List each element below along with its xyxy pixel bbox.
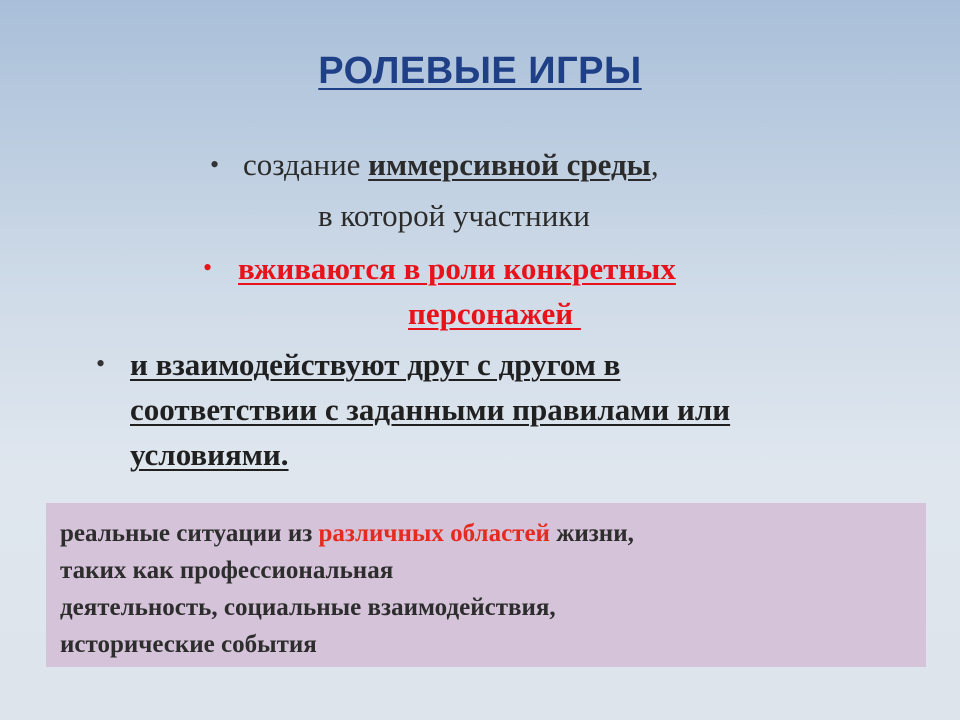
bullet-3-line-3: условиями. (130, 437, 289, 472)
info-box (46, 503, 926, 667)
info-box-line-4: исторические события (60, 631, 317, 658)
bullet-3-line-1: и взаимодействуют друг с другом в (130, 347, 621, 382)
info-box-line-3: деятельность, социальные взаимодействия, (60, 594, 556, 621)
slide-title: РОЛЕВЫЕ ИГРЫ (318, 50, 642, 92)
info-box-line-1-prefix: реальные ситуации из (60, 520, 319, 547)
info-box-line-1 (60, 515, 912, 552)
bullet-1-suffix: , (650, 147, 659, 182)
bullet-2-line-2: персонажей (408, 296, 581, 331)
bullet-1-continuation: в которой участники (318, 198, 590, 233)
bullet-1-marker: • (210, 150, 220, 179)
bullet-1-prefix: создание (243, 147, 369, 182)
bullet-3-marker: • (96, 349, 106, 378)
bullet-2-marker: • (203, 253, 213, 282)
bullet-3-line-2: соответствии с заданными правилами или (130, 392, 731, 427)
bullet-2-line-1: вживаются в роли конкретных (238, 251, 676, 286)
info-box-line-1-suffix: жизни, (549, 520, 634, 547)
info-box-line-2: таких как профессиональная (60, 557, 394, 584)
info-box-highlight: различных областей (318, 520, 550, 547)
bullet-1-text (243, 147, 659, 183)
bullet-1-emphasis: иммерсивной среды (368, 147, 651, 182)
